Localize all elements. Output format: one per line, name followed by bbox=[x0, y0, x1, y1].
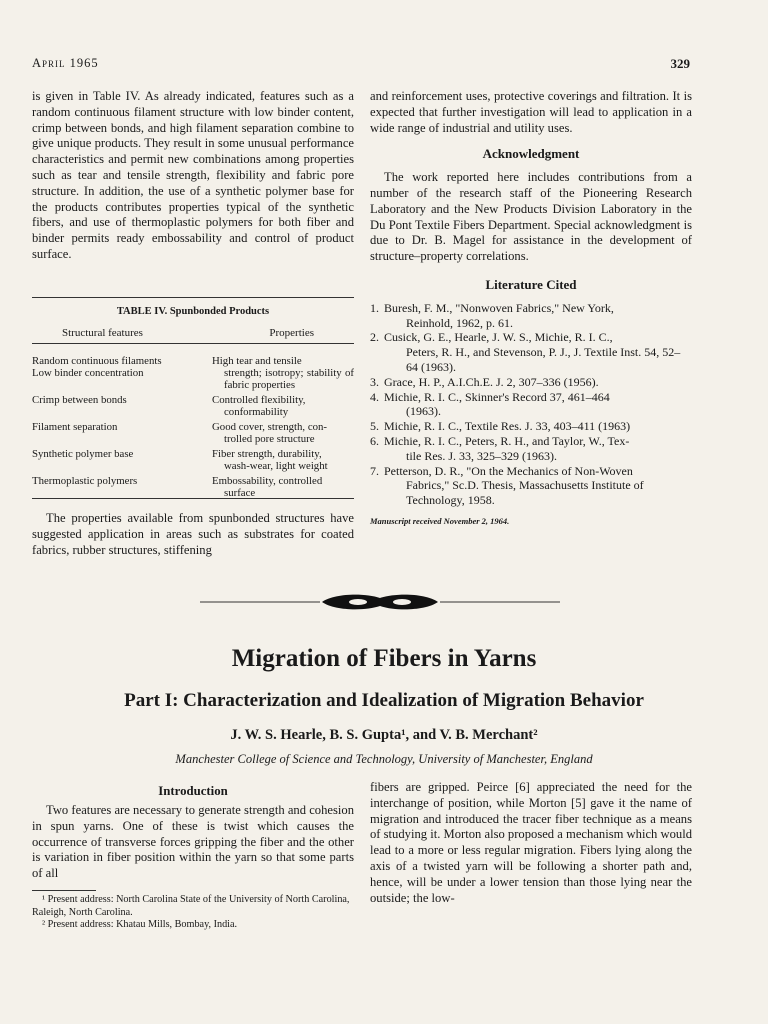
footnote: ² Present address: Khatau Mills, Bombay, India. bbox=[42, 919, 238, 930]
reference-item bbox=[370, 301, 692, 331]
acknowledgment-heading: Acknowledgment bbox=[482, 146, 580, 162]
ornamental-divider-icon bbox=[200, 592, 560, 612]
table-header-rule bbox=[32, 343, 354, 344]
table-row bbox=[32, 367, 354, 391]
reference-text: Michie, R. I. C., Textile Res. J. 33, 403–411 (1963) bbox=[384, 419, 631, 434]
table-cell-property-line: Good cover, strength, con- bbox=[212, 421, 328, 433]
left-column-top-text bbox=[32, 89, 354, 263]
table-cell-property-line: High tear and tensile bbox=[212, 355, 302, 367]
reference-text: Grace, H. P., A.I.Ch.E. J. 2, 307–336 (1956). bbox=[384, 374, 599, 389]
reference-number: 5. bbox=[370, 419, 379, 434]
table-cell-property bbox=[212, 367, 354, 391]
article-title: Migration of Fibers in Yarns bbox=[231, 645, 537, 672]
reference-text-continuation: Fabrics," Sc.D. Thesis, Massachusetts Institute of Technology, 1958. bbox=[406, 478, 644, 508]
table-cell-property-continuation: surface bbox=[224, 487, 256, 499]
table-cell-property bbox=[212, 475, 354, 499]
table-cell-property-line: Controlled flexibility, bbox=[212, 394, 306, 406]
reference-number: 1. bbox=[370, 300, 379, 315]
introduction-right-column bbox=[370, 780, 692, 906]
reference-text-continuation: (1963). bbox=[406, 404, 441, 419]
reference-item bbox=[370, 330, 692, 374]
table-cell-property-continuation: strength; isotropy; stability of fabric properties bbox=[224, 367, 354, 391]
article-subtitle: Part I: Characterization and Idealization of Migration Behavior bbox=[124, 690, 644, 711]
reference-text: Cusick, G. E., Hearle, J. W. S., Michie, R. I. C., bbox=[384, 330, 613, 345]
body-paragraph: Two features are necessary to generate strength and cohesion in spun yarns. One of these is twist which causes the occurrence of transverse forces gripping the fiber and the other is variation in fiber position within the yarn so that some parts of all bbox=[32, 803, 354, 881]
table-cell-property bbox=[212, 394, 354, 418]
reference-number: 4. bbox=[370, 389, 379, 404]
table-header-structural-features: Structural features bbox=[62, 327, 143, 339]
reference-text-continuation: tile Res. J. 33, 325–329 (1963). bbox=[406, 448, 557, 463]
table-cell-feature: Synthetic polymer base bbox=[32, 448, 134, 460]
table-row bbox=[32, 475, 354, 499]
table-cell-feature: Filament separation bbox=[32, 421, 118, 433]
reference-text-continuation: Reinhold, 1962, p. 61. bbox=[406, 315, 513, 330]
table-header-properties: Properties bbox=[269, 327, 314, 339]
table-cell-property-line: Embossability, controlled bbox=[212, 475, 323, 487]
table-cell-property-continuation: wash-wear, light weight bbox=[224, 460, 328, 472]
table-cell-property bbox=[212, 448, 354, 472]
introduction-heading: Introduction bbox=[158, 784, 228, 798]
introduction-left-column bbox=[32, 803, 354, 882]
table-cell-property-continuation: trolled pore structure bbox=[224, 433, 315, 445]
reference-item bbox=[370, 375, 692, 390]
right-column-top-text bbox=[370, 89, 692, 530]
article-affiliation: Manchester College of Science and Technology, University of Manchester, England bbox=[175, 752, 593, 766]
page-number: 329 bbox=[670, 56, 690, 71]
reference-item bbox=[370, 390, 692, 420]
acknowledgment-text: The work reported here includes contributions from a number of the research staff of the Pioneering Research Laboratory and the New Products Division Laboratory in the Du Pont Textile Fibers Department. Special acknowledgment is due to Dr. B. Magel for assistance in the development of structure–property correlations. bbox=[370, 170, 692, 264]
reference-number: 3. bbox=[370, 374, 379, 389]
reference-text: Buresh, F. M., "Nonwoven Fabrics," New York, bbox=[384, 300, 614, 315]
table-top-rule bbox=[32, 297, 354, 298]
manuscript-received-note: Manuscript received November 2, 1964. bbox=[370, 515, 510, 526]
reference-list bbox=[370, 301, 692, 508]
footnote-rule bbox=[32, 890, 96, 891]
reference-item bbox=[370, 464, 692, 508]
running-header-date: April 1965 bbox=[32, 56, 99, 70]
table-cell-property bbox=[212, 355, 354, 367]
reference-text: Petterson, D. R., "On the Mechanics of Non-Woven bbox=[384, 463, 633, 478]
table-header-row bbox=[32, 325, 354, 345]
table-title: TABLE IV. Spunbonded Products bbox=[116, 306, 270, 317]
literature-cited-heading: Literature Cited bbox=[485, 276, 577, 292]
body-paragraph: is given in Table IV. As already indicated, features such as a random continuous filament structure with low binder content, crimp between bonds, and high filament separation combine to give unique products. They result in some unusual performance characteristics and permit new combinations among properties such as tear and tensile strength, flexibility and fabric pore structure. In addition, the use of a synthetic polymer base for the products contributes properties typical of the synthetic fibers, and use of thermoplastic polymers for both fiber and binder permits ready embossability and control of product surface. bbox=[32, 89, 354, 261]
reference-number: 7. bbox=[370, 463, 379, 478]
body-paragraph: The properties available from spunbonded structures have suggested application in areas such as substrates for coated fabrics, rubber structures, stiffening bbox=[32, 511, 354, 557]
table-cell-feature: Low binder concentration bbox=[32, 367, 144, 379]
table-cell-feature: Thermoplastic polymers bbox=[32, 475, 138, 487]
reference-text-continuation: Peters, R. H., and Stevenson, P. J., J. Textile Inst. 54, 52–64 (1963). bbox=[406, 345, 681, 374]
table-cell-property-line: Fiber strength, durability, bbox=[212, 448, 322, 460]
table-row bbox=[32, 355, 354, 367]
reference-text: Michie, R. I. C., Skinner's Record 37, 461–464 bbox=[384, 389, 610, 404]
table-cell-property bbox=[212, 421, 354, 445]
table-bottom-rule bbox=[32, 498, 354, 499]
footnote: ¹ Present address: North Carolina State of the University of North Carolina, Raleigh, North Carolina. bbox=[32, 894, 350, 918]
left-column-after-table-text bbox=[32, 511, 354, 558]
table-cell-feature: Crimp between bonds bbox=[32, 394, 127, 406]
body-paragraph: fibers are gripped. Peirce [6] appreciated the need for the interchange of position, while Morton [5] gave it the name of migration and introduced the tracer fiber technique as a means of studying it. Morton also proposed a mechanism which would lead to a more or less regular migration. Fibers lying along the axis of a twisted yarn will be following a shorter path and, hence, will be under a lower tension than those lying near the outside; the low- bbox=[370, 780, 692, 905]
reference-item bbox=[370, 419, 692, 434]
table-row bbox=[32, 394, 354, 418]
table-row bbox=[32, 421, 354, 445]
reference-text: Michie, R. I. C., Peters, R. H., and Taylor, W., Tex- bbox=[384, 433, 630, 448]
reference-number: 6. bbox=[370, 433, 379, 448]
footnotes bbox=[32, 894, 354, 932]
table-cell-property-continuation: conformability bbox=[224, 406, 289, 418]
table-cell-feature: Random continuous filaments bbox=[32, 355, 162, 367]
reference-item bbox=[370, 434, 692, 464]
spunbonded-products-table bbox=[32, 325, 354, 502]
reference-number: 2. bbox=[370, 330, 379, 345]
body-paragraph: and reinforcement uses, protective coverings and filtration. It is expected that further investigation will lead to application in a wide range of industrial and utility uses. bbox=[370, 89, 692, 135]
table-row bbox=[32, 448, 354, 472]
article-authors: J. W. S. Hearle, B. S. Gupta¹, and V. B. Merchant² bbox=[230, 727, 538, 743]
